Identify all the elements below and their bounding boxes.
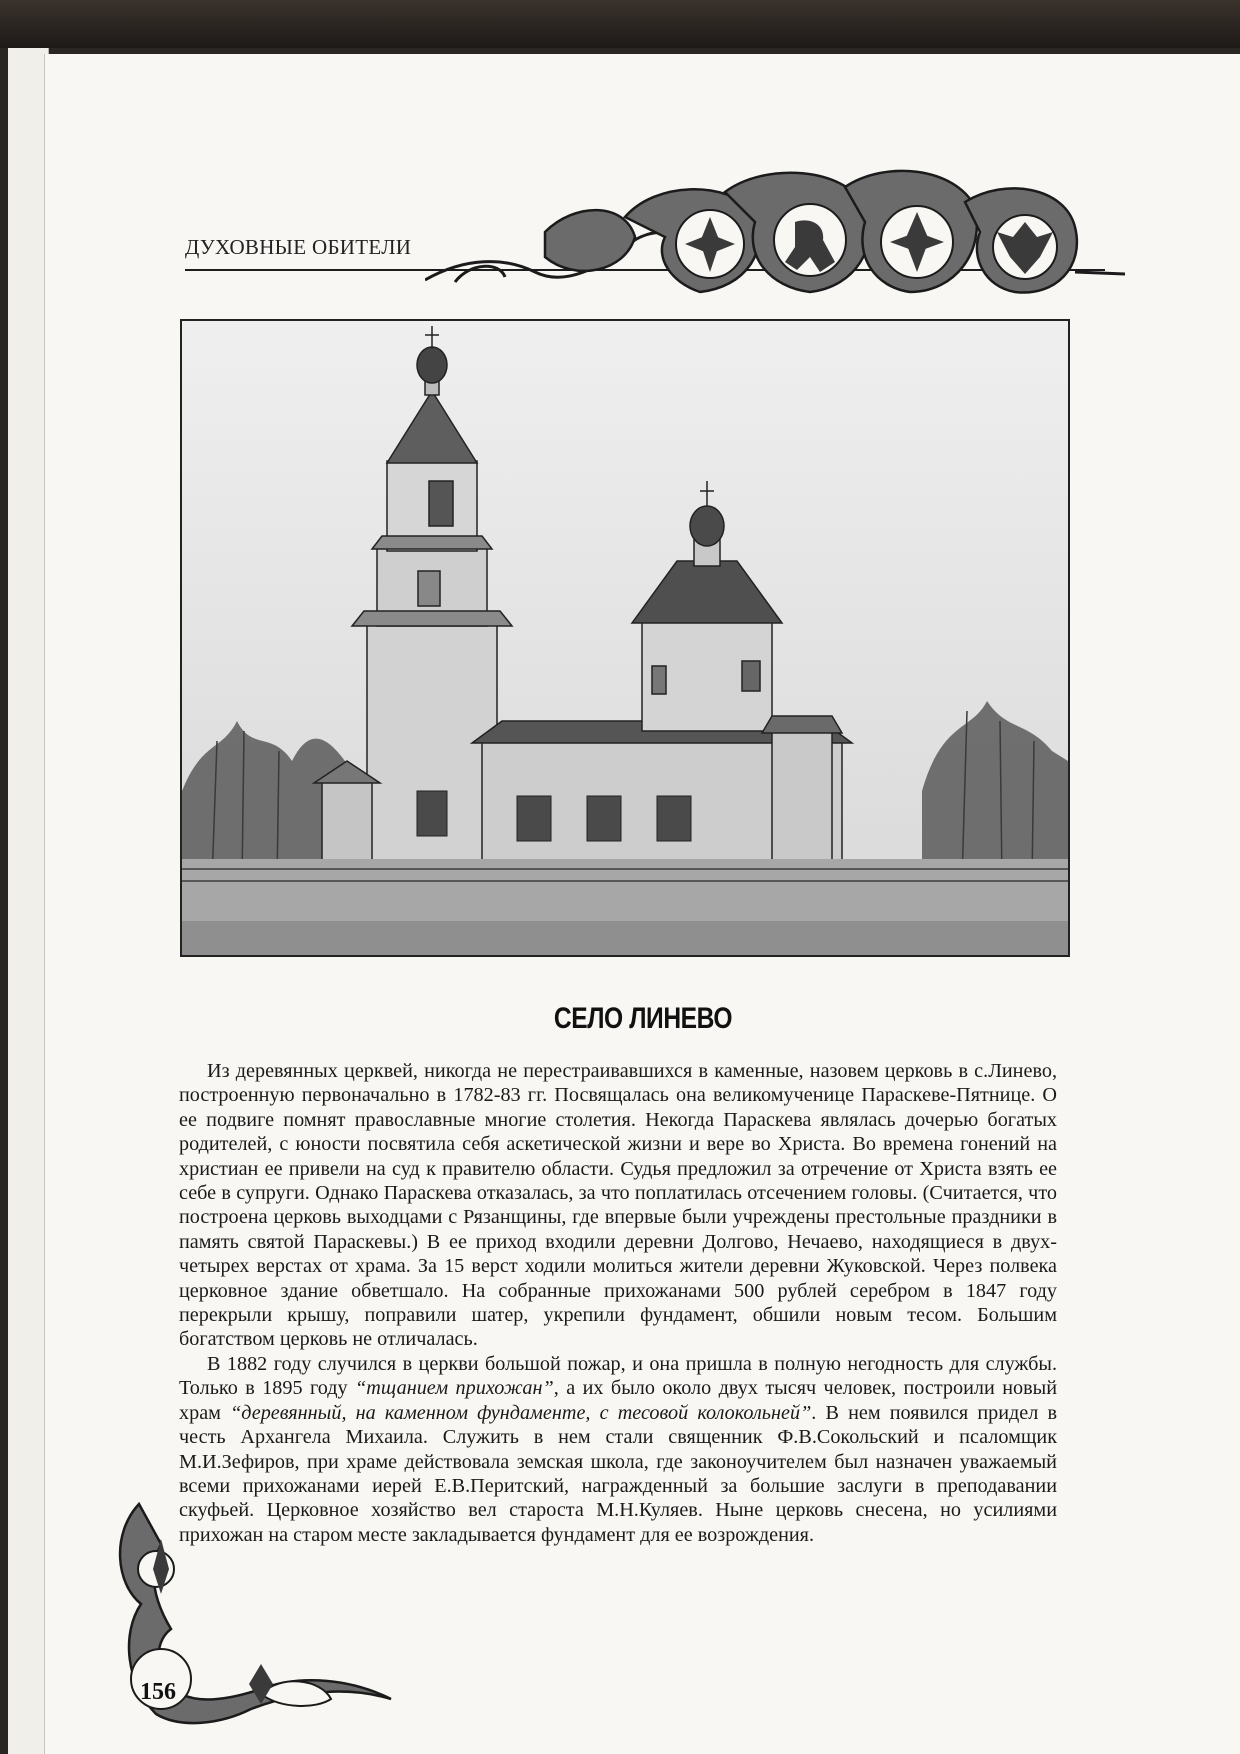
section-title: ДУХОВНЫЕ ОБИТЕЛИ	[185, 235, 412, 259]
paragraph-1: Из деревянных церквей, никогда не перестраивавшихся в каменные, назовем церковь в с.Линево, построенную первоначально в 1782-83 гг. Посвящалась она великомученице Параскеве-Пятнице. О ее подвиге помнят православные многие столетия. Некогда Параскева являлась дочерью богатых родителей, с юности посвятила себя аскетической жизни и вере во Христа. Во времена гонений на христиан ее привели на суд к правителю области. Судья предложил за отречение от Христа взять ее себе в супруги. Однако Параскева отказалась, за что поплатилась отсечением головы. (Считается, что построена церковь выходцами с Рязанщины, где впервые были учреждены престольные праздники в память святой Параскевы.) В ее приход входили деревни Долгово, Нечаево, находящиеся в двух-четырех верстах от храма. За 15 верст ходили молиться жители деревни Жуковской. Через полвека церковное здание обветшало. На собранные прихожанами 500 рублей серебром в 1847 году перекрыли крышу, поправили шатер, укрепили фундамент, обшили новым тесом. Большим богатством церковь не отличалась.	[179, 1060, 1057, 1351]
quote-1: “тщанием прихожан”	[355, 1377, 554, 1400]
article-title: СЕЛО ЛИНЕВО	[553, 1002, 733, 1035]
paragraph-2: В 1882 году случился в церкви большой пожар, и она пришла в полную негодность для службы. Только в 1895 году “тщанием прихожан”, а их было около двух тысяч человек, построили новый храм “деревянный, на каменном фундаменте, с тесовой колокольней”. В нем появился придел в честь Архангела Михаила. Служить в нем стали священник Ф.В.Сокольский и псаломщик М.И.Зефиров, при храме действовала земская школа, где законоучителем был назначен уважаемый всеми прихожанами иерей Е.В.Перитский, награжденный за большие заслуги в преподавании скуфьей. Церковное хозяйство вел староста М.Н.Куляев. Ныне церковь снесена, но усилиями прихожан на старом месте закладывается фундамент для ее возрождения.	[179, 1352, 1058, 1546]
book-background-edge	[0, 0, 1240, 48]
header-ornament-icon	[425, 162, 1125, 312]
page-number: 156	[140, 1679, 176, 1705]
book-page	[44, 54, 1240, 1754]
corner-ornament-icon	[101, 1494, 401, 1744]
church-photograph	[180, 319, 1070, 957]
quote-2: “деревянный, на каменном фундаменте, с тесовой колокольней”	[230, 1401, 812, 1424]
article-body	[179, 1059, 1057, 1547]
